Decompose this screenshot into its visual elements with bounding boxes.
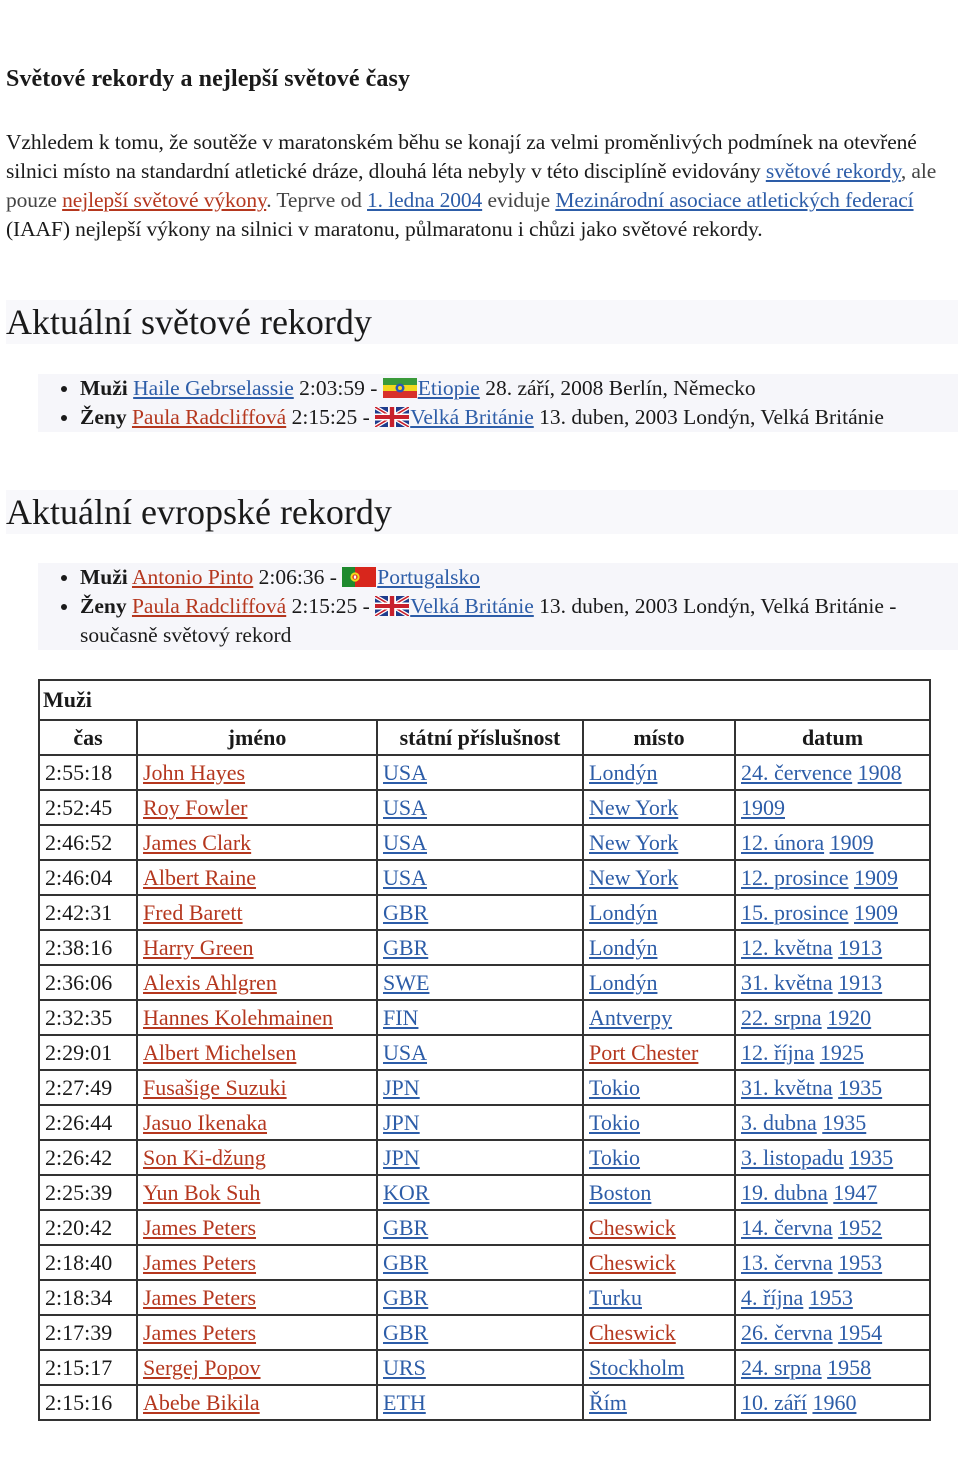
date-cell <box>735 790 930 825</box>
table-row <box>39 1105 930 1140</box>
date-cell <box>735 1070 930 1105</box>
table-row <box>39 825 930 860</box>
table-row <box>39 895 930 930</box>
list-item <box>80 374 958 403</box>
year-link[interactable]: 1954 <box>838 1319 883 1345</box>
nationality-cell <box>377 1000 583 1035</box>
category-label: Muži <box>80 376 128 400</box>
table-row <box>39 1140 930 1175</box>
year-link[interactable]: 1935 <box>822 1109 867 1135</box>
date-cell <box>735 755 930 790</box>
portugal-flag-icon <box>342 567 376 587</box>
year-link[interactable]: 1958 <box>827 1354 872 1380</box>
time-cell: 2:15:16 <box>39 1385 137 1420</box>
nationality-cell <box>377 1280 583 1315</box>
athlete-link[interactable]: Haile Gebrselassie <box>133 376 294 400</box>
name-cell <box>137 1210 377 1245</box>
athlete-link[interactable]: Yun Bok Suh <box>143 1179 261 1205</box>
table-row <box>39 1000 930 1035</box>
date-cell <box>735 1105 930 1140</box>
time-cell: 2:38:16 <box>39 930 137 965</box>
date-cell <box>735 930 930 965</box>
date-cell <box>735 1140 930 1175</box>
country-link[interactable]: Portugalsko <box>377 565 480 589</box>
day-link[interactable]: 4. října <box>741 1284 804 1310</box>
name-cell <box>137 895 377 930</box>
section-heading-world: Aktuální světové rekordy <box>6 300 958 344</box>
place-link[interactable]: Port Chester <box>589 1039 699 1065</box>
athlete-link[interactable]: Harry Green <box>143 934 254 960</box>
date-cell <box>735 1245 930 1280</box>
table-row <box>39 1210 930 1245</box>
name-cell <box>137 930 377 965</box>
year-link[interactable]: 1913 <box>838 969 883 995</box>
nationality-cell <box>377 1245 583 1280</box>
place-cell <box>583 1175 735 1210</box>
name-cell <box>137 1105 377 1140</box>
intro-text: Vzhledem k tomu, že soutěže v maratonském běhu se konají za velmi proměnlivých podmínek na otevřené silnici místo na standardní atletické dráze, dlouhá léta nebyly v této disciplíně evidovány <box>6 130 917 183</box>
athlete-link[interactable]: Antonio Pinto <box>131 565 254 589</box>
column-header: místo <box>583 720 735 755</box>
name-cell <box>137 1350 377 1385</box>
date-cell <box>735 1315 930 1350</box>
time-cell: 2:42:31 <box>39 895 137 930</box>
date-cell <box>735 825 930 860</box>
place-cell <box>583 755 735 790</box>
place-cell <box>583 860 735 895</box>
day-link[interactable]: 3. dubna <box>741 1109 817 1135</box>
nationality-link[interactable]: ETH <box>383 1389 426 1415</box>
record-details: 13. duben, 2003 Londýn, Velká Británie <box>533 405 884 429</box>
date-cell <box>735 965 930 1000</box>
category-label: Ženy <box>80 405 127 429</box>
table-row <box>39 1245 930 1280</box>
day-link[interactable]: 26. června <box>741 1319 833 1345</box>
country-link[interactable]: Velká Británie <box>410 594 534 618</box>
table-row <box>39 1385 930 1420</box>
time-cell: 2:18:34 <box>39 1280 137 1315</box>
day-link[interactable]: 22. srpna <box>741 1004 822 1030</box>
place-cell <box>583 790 735 825</box>
nationality-link[interactable]: GBR <box>383 1214 429 1240</box>
place-cell <box>583 965 735 1000</box>
place-link[interactable]: Turku <box>589 1284 642 1310</box>
year-link[interactable]: 1925 <box>819 1039 864 1065</box>
date-cell <box>735 1210 930 1245</box>
nationality-link[interactable]: USA <box>383 794 428 820</box>
place-cell <box>583 1350 735 1385</box>
place-link[interactable]: Cheswick <box>589 1214 676 1240</box>
nationality-cell <box>377 895 583 930</box>
place-link[interactable]: Londýn <box>589 759 658 785</box>
nationality-cell <box>377 1140 583 1175</box>
nationality-link[interactable]: USA <box>383 864 428 890</box>
link-world-records[interactable]: světové rekordy <box>765 159 901 183</box>
column-header: státní příslušnost <box>377 720 583 755</box>
name-cell <box>137 1035 377 1070</box>
place-link[interactable]: Londýn <box>589 934 658 960</box>
intro-text: , ale pouze <box>6 159 937 212</box>
place-cell <box>583 1070 735 1105</box>
athlete-link[interactable]: John Hayes <box>143 759 246 785</box>
world-records-list <box>38 374 958 432</box>
country-link[interactable]: Velká Británie <box>410 405 534 429</box>
time-cell: 2:46:52 <box>39 825 137 860</box>
athlete-link[interactable]: James Peters <box>143 1214 257 1240</box>
list-item <box>80 592 958 650</box>
day-link[interactable]: 10. září <box>741 1389 807 1415</box>
nationality-cell <box>377 965 583 1000</box>
record-time: 2:06:36 - <box>258 565 343 589</box>
place-link[interactable]: Tokio <box>589 1074 641 1100</box>
place-link[interactable]: Cheswick <box>589 1319 676 1345</box>
athlete-link[interactable]: Albert Raine <box>143 864 257 890</box>
day-link[interactable]: 15. prosince <box>741 899 849 925</box>
nationality-link[interactable]: USA <box>383 829 428 855</box>
table-body <box>39 755 930 1420</box>
nationality-cell <box>377 1070 583 1105</box>
record-time: 2:03:59 - <box>299 376 383 400</box>
uk-flag-icon <box>375 407 409 427</box>
time-cell: 2:55:18 <box>39 755 137 790</box>
table-caption: Muži <box>39 680 930 720</box>
athlete-link[interactable]: Fusašige Suzuki <box>143 1074 287 1100</box>
time-cell: 2:25:39 <box>39 1175 137 1210</box>
day-link[interactable]: 31. května <box>741 1074 833 1100</box>
uk-flag-icon <box>375 596 409 616</box>
nationality-cell <box>377 825 583 860</box>
record-time: 2:15:25 - <box>291 594 376 618</box>
athlete-link[interactable]: Abebe Bikila <box>143 1389 260 1415</box>
place-link[interactable]: Tokio <box>589 1144 641 1170</box>
nationality-link[interactable]: GBR <box>383 1284 429 1310</box>
athlete-link[interactable]: Son Ki-džung <box>143 1144 266 1170</box>
link-best-performances[interactable]: nejlepší světové výkony <box>62 188 267 212</box>
place-cell <box>583 930 735 965</box>
name-cell <box>137 1000 377 1035</box>
name-cell <box>137 1315 377 1350</box>
nationality-link[interactable]: JPN <box>383 1074 420 1100</box>
year-link[interactable]: 1908 <box>857 759 902 785</box>
place-link[interactable]: New York <box>589 864 679 890</box>
year-link[interactable]: 1953 <box>838 1249 883 1275</box>
time-cell: 2:52:45 <box>39 790 137 825</box>
name-cell <box>137 965 377 1000</box>
table-row <box>39 755 930 790</box>
day-link[interactable]: 14. června <box>741 1214 833 1240</box>
nationality-link[interactable]: USA <box>383 759 428 785</box>
year-link[interactable]: 1909 <box>854 864 899 890</box>
table-row <box>39 930 930 965</box>
date-cell <box>735 895 930 930</box>
athlete-link[interactable]: James Clark <box>143 829 252 855</box>
nationality-link[interactable]: URS <box>383 1354 426 1380</box>
section-heading-europe: Aktuální evropské rekordy <box>6 490 958 534</box>
year-link[interactable]: 1947 <box>833 1179 878 1205</box>
nationality-cell <box>377 1035 583 1070</box>
day-link[interactable]: 12. října <box>741 1039 815 1065</box>
athlete-link[interactable]: James Peters <box>143 1284 257 1310</box>
nationality-cell <box>377 1105 583 1140</box>
athlete-link[interactable]: Albert Michelsen <box>143 1039 297 1065</box>
place-cell <box>583 895 735 930</box>
name-cell <box>137 1280 377 1315</box>
year-link[interactable]: 1909 <box>854 899 899 925</box>
ethiopia-flag-icon <box>383 378 417 398</box>
record-details: 28. září, 2008 Berlín, Německo <box>479 376 756 400</box>
nationality-link[interactable]: KOR <box>383 1179 430 1205</box>
year-link[interactable]: 1935 <box>838 1074 883 1100</box>
time-cell: 2:18:40 <box>39 1245 137 1280</box>
link-date-2004[interactable]: 1. ledna 2004 <box>367 188 483 212</box>
place-cell <box>583 1105 735 1140</box>
date-cell <box>735 1350 930 1385</box>
nationality-cell <box>377 1350 583 1385</box>
name-cell <box>137 1245 377 1280</box>
time-cell: 2:46:04 <box>39 860 137 895</box>
place-cell <box>583 1035 735 1070</box>
record-time: 2:15:25 - <box>291 405 376 429</box>
place-link[interactable]: Boston <box>589 1179 652 1205</box>
name-cell <box>137 1070 377 1105</box>
date-cell <box>735 1000 930 1035</box>
day-link[interactable]: 13. června <box>741 1249 833 1275</box>
time-cell: 2:27:49 <box>39 1070 137 1105</box>
time-cell: 2:36:06 <box>39 965 137 1000</box>
day-link[interactable]: 31. května <box>741 969 833 995</box>
place-cell <box>583 1140 735 1175</box>
table-row <box>39 1350 930 1385</box>
place-link[interactable]: Londýn <box>589 969 658 995</box>
year-link[interactable]: 1935 <box>849 1144 894 1170</box>
place-link[interactable]: Cheswick <box>589 1249 676 1275</box>
place-cell <box>583 1000 735 1035</box>
country-link[interactable]: Etiopie <box>417 376 480 400</box>
nationality-link[interactable]: GBR <box>383 934 429 960</box>
year-link[interactable]: 1909 <box>741 794 785 820</box>
name-cell <box>137 860 377 895</box>
place-link[interactable]: Tokio <box>589 1109 641 1135</box>
men-records-table <box>38 679 931 1421</box>
place-cell <box>583 1280 735 1315</box>
europe-records-list <box>38 563 958 650</box>
place-link[interactable]: Stockholm <box>589 1354 685 1380</box>
table-row <box>39 860 930 895</box>
time-cell: 2:15:17 <box>39 1350 137 1385</box>
nationality-link[interactable]: GBR <box>383 1319 429 1345</box>
day-link[interactable]: 12. prosince <box>741 864 849 890</box>
page-title: Světové rekordy a nejlepší světové časy <box>6 66 411 92</box>
athlete-link[interactable]: Paula Radcliffová <box>131 594 287 618</box>
time-cell: 2:26:42 <box>39 1140 137 1175</box>
athlete-link[interactable]: James Peters <box>143 1319 257 1345</box>
link-iaaf[interactable]: Mezinárodní asociace atletických federací <box>555 188 914 212</box>
place-cell <box>583 1315 735 1350</box>
athlete-link[interactable]: Sergej Popov <box>143 1354 261 1380</box>
day-link[interactable]: 24. srpna <box>741 1354 822 1380</box>
nationality-cell <box>377 1175 583 1210</box>
nationality-cell <box>377 860 583 895</box>
intro-text: eviduje <box>482 188 556 212</box>
category-label: Muži <box>80 565 128 589</box>
date-cell <box>735 1035 930 1070</box>
athlete-link[interactable]: Alexis Ahlgren <box>143 969 277 995</box>
year-link[interactable]: 1960 <box>812 1389 857 1415</box>
place-link[interactable]: New York <box>589 829 679 855</box>
column-header: čas <box>39 720 137 755</box>
athlete-link[interactable]: Roy Fowler <box>143 794 248 820</box>
name-cell <box>137 1385 377 1420</box>
table-row <box>39 790 930 825</box>
nationality-link[interactable]: SWE <box>383 969 430 995</box>
nationality-cell <box>377 1385 583 1420</box>
year-link[interactable]: 1913 <box>838 934 883 960</box>
intro-paragraph <box>6 128 951 244</box>
place-link[interactable]: Londýn <box>589 899 658 925</box>
list-item <box>80 563 958 592</box>
day-link[interactable]: 12. května <box>741 934 833 960</box>
nationality-link[interactable]: GBR <box>383 1249 429 1275</box>
time-cell: 2:29:01 <box>39 1035 137 1070</box>
nationality-cell <box>377 930 583 965</box>
nationality-cell <box>377 1315 583 1350</box>
place-link[interactable]: Antverpy <box>589 1004 673 1030</box>
athlete-link[interactable]: Paula Radcliffová <box>131 405 287 429</box>
date-cell <box>735 1385 930 1420</box>
date-cell <box>735 860 930 895</box>
date-cell <box>735 1175 930 1210</box>
day-link[interactable]: 3. listopadu <box>741 1144 844 1170</box>
name-cell <box>137 790 377 825</box>
time-cell: 2:26:44 <box>39 1105 137 1140</box>
nationality-link[interactable]: FIN <box>383 1004 419 1030</box>
column-header: datum <box>735 720 930 755</box>
record-details: 13. duben, 2003 Londýn, Velká Británie - současně světový rekord <box>80 594 897 647</box>
nationality-cell <box>377 755 583 790</box>
name-cell <box>137 755 377 790</box>
place-cell <box>583 1210 735 1245</box>
nationality-link[interactable]: GBR <box>383 899 429 925</box>
year-link[interactable]: 1920 <box>827 1004 872 1030</box>
year-link[interactable]: 1953 <box>808 1284 853 1310</box>
table-row <box>39 965 930 1000</box>
table-row <box>39 1070 930 1105</box>
nationality-link[interactable]: JPN <box>383 1109 420 1135</box>
place-link[interactable]: Řím <box>589 1389 627 1415</box>
table-row <box>39 1280 930 1315</box>
name-cell <box>137 1140 377 1175</box>
nationality-cell <box>377 790 583 825</box>
intro-text: . Teprve od <box>266 188 368 212</box>
nationality-cell <box>377 1210 583 1245</box>
place-cell <box>583 825 735 860</box>
nationality-link[interactable]: USA <box>383 1039 428 1065</box>
athlete-link[interactable]: Fred Barett <box>143 899 243 925</box>
place-link[interactable]: New York <box>589 794 679 820</box>
year-link[interactable]: 1952 <box>838 1214 883 1240</box>
column-header: jméno <box>137 720 377 755</box>
athlete-link[interactable]: James Peters <box>143 1249 257 1275</box>
day-link[interactable]: 24. července <box>741 759 853 785</box>
time-cell: 2:32:35 <box>39 1000 137 1035</box>
name-cell <box>137 1175 377 1210</box>
nationality-link[interactable]: JPN <box>383 1144 420 1170</box>
year-link[interactable]: 1909 <box>829 829 874 855</box>
day-link[interactable]: 12. února <box>741 829 825 855</box>
name-cell <box>137 825 377 860</box>
time-cell: 2:17:39 <box>39 1315 137 1350</box>
category-label: Ženy <box>80 594 127 618</box>
athlete-link[interactable]: Jasuo Ikenaka <box>143 1109 268 1135</box>
place-cell <box>583 1385 735 1420</box>
table-row <box>39 1175 930 1210</box>
table-row <box>39 1035 930 1070</box>
athlete-link[interactable]: Hannes Kolehmainen <box>143 1004 333 1030</box>
list-item <box>80 403 958 432</box>
table-row <box>39 1315 930 1350</box>
place-cell <box>583 1245 735 1280</box>
day-link[interactable]: 19. dubna <box>741 1179 828 1205</box>
date-cell <box>735 1280 930 1315</box>
intro-text: (IAAF) nejlepší výkony na silnici v maratonu, půlmaratonu i chůzi jako světové rekordy. <box>6 217 763 241</box>
time-cell: 2:20:42 <box>39 1210 137 1245</box>
